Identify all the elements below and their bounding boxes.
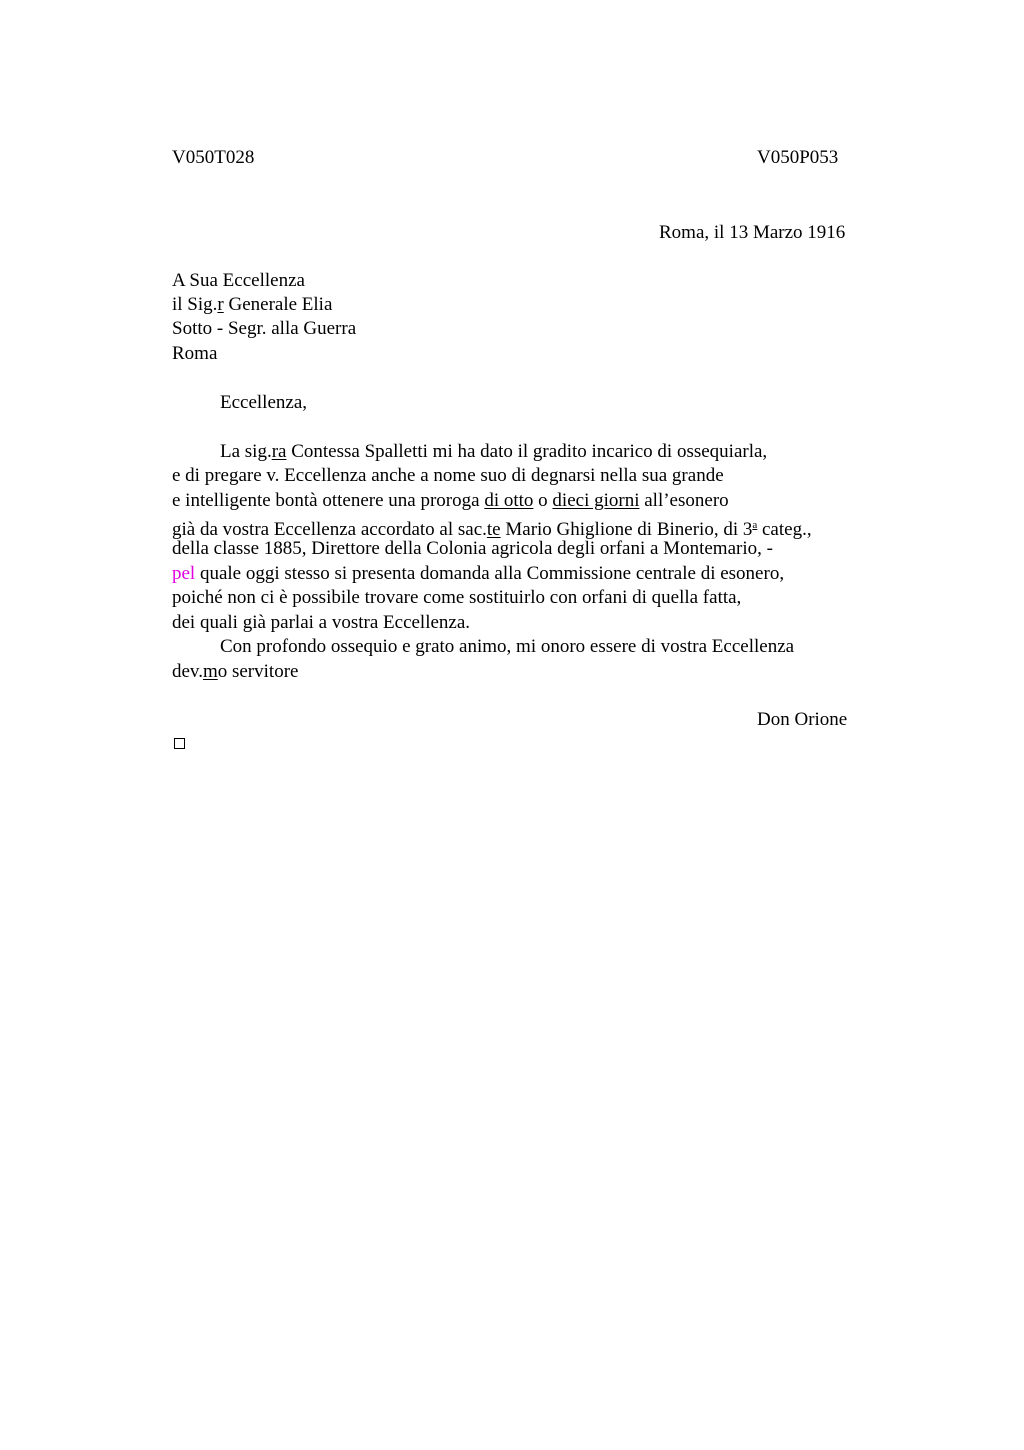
address-line-2-abbr: r: [217, 294, 224, 315]
body-line-4-a: già da vostra Eccellenza accordato al sac.: [172, 519, 487, 540]
address-line-2: [172, 293, 332, 317]
body-line-6: [172, 562, 784, 586]
body-line-10: [172, 660, 298, 684]
body-line-3-b: o: [533, 490, 553, 511]
body-line-3-a: e intelligente bontà ottenere una proroga: [172, 490, 485, 511]
body-line-9: Con profondo ossequio e grato animo, mi onoro essere di vostra Eccellenza: [220, 636, 795, 657]
body-line-2: e di pregare v. Eccellenza anche a nome suo di degnarsi nella sua grande: [172, 465, 724, 486]
signature: Don Orione: [757, 709, 848, 730]
body-line-6-highlight: pel: [172, 563, 196, 584]
date-line: Roma, il 13 Marzo 1916: [659, 222, 846, 243]
address-line-2-prefix: il Sig.: [172, 294, 218, 315]
body-line-6-rest: quale oggi stesso si presenta domanda alla Commissione centrale di esonero,: [195, 563, 785, 584]
body-line-10-abbr: m: [202, 661, 218, 682]
address-line-2-rest: Generale Elia: [223, 294, 333, 315]
body-line-3-underlined-2: dieci giorni: [552, 490, 640, 511]
body-line-4-c: categ.,: [757, 519, 812, 540]
body-line-3-c: all’esonero: [639, 490, 729, 511]
end-marker-box-icon: [174, 738, 185, 749]
body-line-7: poiché non ci è possibile trovare come sostituirlo con orfani di quella fatta,: [172, 587, 742, 608]
address-line-3: Sotto - Segr. alla Guerra: [172, 318, 357, 339]
body-line-8: dei quali già parlai a vostra Eccellenza.: [172, 612, 471, 633]
address-line-4: Roma: [172, 343, 218, 364]
body-line-1-a: La sig.: [220, 441, 272, 462]
body-line-1-b: Contessa Spalletti mi ha dato il gradito incarico di ossequiarla,: [286, 441, 768, 462]
body-line-3: [172, 489, 729, 513]
body-line-5: della classe 1885, Direttore della Colonia agricola degli orfani a Montemario, -: [172, 538, 773, 559]
salutation: Eccellenza,: [220, 392, 308, 413]
body-line-4-b: Mario Ghiglione di Binerio, di 3: [500, 519, 753, 540]
body-line-10-a: dev.: [172, 661, 203, 682]
body-line-1-abbr: ra: [271, 441, 287, 462]
body-line-1: [220, 440, 767, 464]
address-line-1: A Sua Eccellenza: [172, 270, 305, 291]
body-line-10-b: o servitore: [217, 661, 299, 682]
body-line-4-abbr: te: [486, 519, 501, 540]
left-code: V050T028: [172, 147, 255, 168]
body-line-4-superscript: a: [752, 519, 758, 531]
body-line-3-underlined-1: di otto: [484, 490, 534, 511]
right-code: V050P053: [757, 147, 839, 168]
